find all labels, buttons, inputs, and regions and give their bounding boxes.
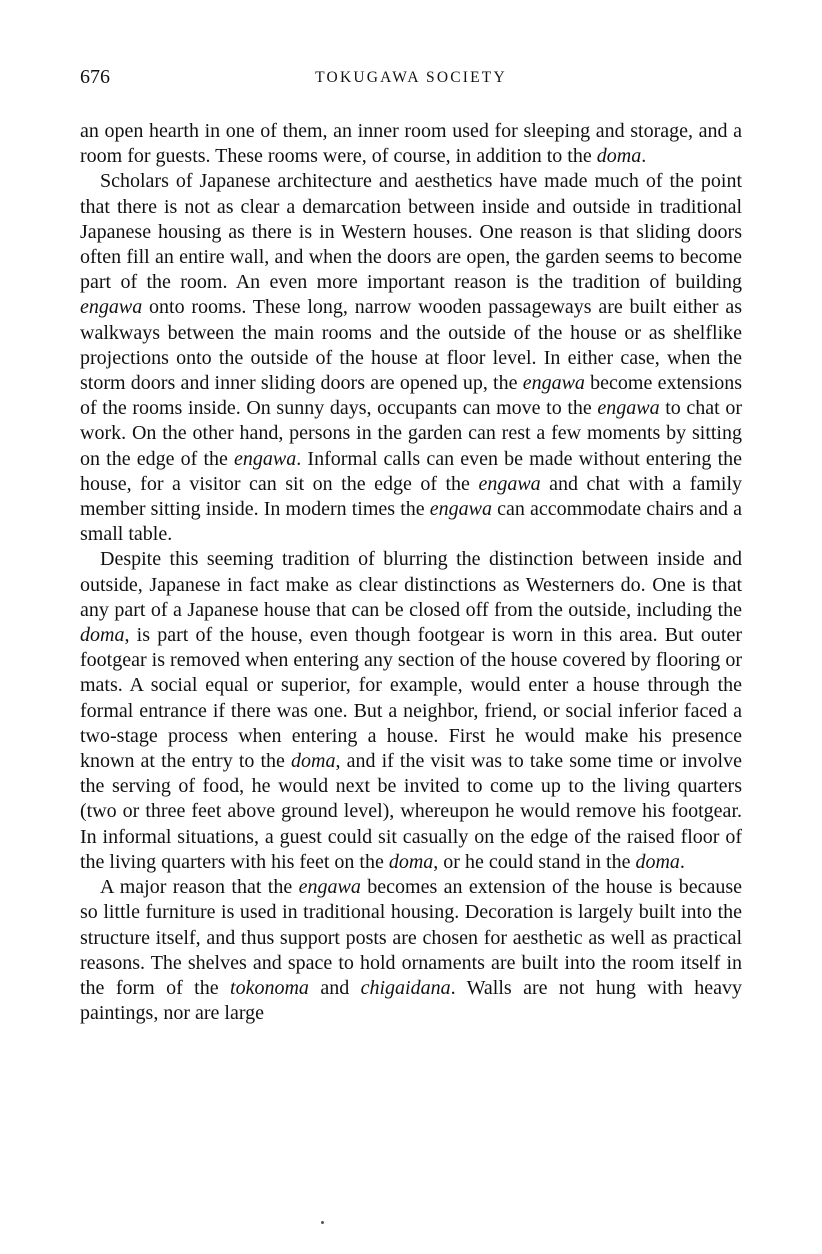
text-segment: , and if the visit was to take some time or involve the serving of food, he would next be invited to come up to the living quarters (two or three feet above ground level), whereupon he would remove his footgear. In informal situations, a guest could sit casually on the edge of the raised floor of the living quarters with his feet on the (80, 750, 742, 873)
text-segment: . (679, 850, 685, 873)
paragraph-2 (80, 169, 742, 547)
footer-dot (321, 1221, 324, 1224)
italic-term: doma (80, 624, 125, 647)
body-text (80, 119, 742, 1026)
italic-term: doma (635, 850, 680, 873)
text-segment: become extensions of the rooms inside. On sunny days, occupants can move to the (80, 372, 743, 420)
text-segment: A major reason that the (100, 876, 299, 899)
text-segment: Scholars of Japanese architecture and aesthetics have made much of the point that there is not as clear a demarcation between inside and outside in traditional Japanese housing as there is in Western houses. One reason is that sliding doors often fill an entire wall, and when the doors are open, the garden seems to become part of the room. An even more important reason is the tradition of building (80, 170, 742, 294)
text-segment: and chat with a family member sitting inside. In modern times the (80, 472, 742, 521)
running-title: TOKUGAWA SOCIETY (315, 69, 507, 86)
text-segment: onto rooms. These long, narrow wooden passageways are built either as walkways between the main rooms and the outside of the house or as shelflike projections onto the outside of the house at floor level. In either case, when the storm doors and inner sliding doors are opened up, the (80, 296, 742, 395)
running-head (80, 66, 742, 96)
italic-term: engawa (80, 296, 143, 319)
italic-term: doma (596, 145, 642, 168)
italic-term: engawa (478, 472, 541, 495)
italic-term: tokonoma (230, 976, 309, 999)
italic-term: engawa (429, 498, 492, 521)
text-segment: . (641, 145, 647, 168)
italic-term: engawa (298, 876, 361, 899)
italic-term: chigaidana (360, 976, 451, 999)
text-segment: and (308, 976, 361, 999)
paragraph-1 (80, 119, 742, 169)
text-segment: can accommodate chairs and a small table. (80, 498, 742, 546)
text-segment: . Walls are not hung with heavy paintings, nor are large (80, 976, 743, 1025)
book-page (80, 66, 742, 1026)
italic-term: engawa (522, 372, 585, 395)
italic-term: engawa (597, 397, 660, 420)
italic-term: engawa (234, 447, 297, 470)
text-segment: , or he could stand in the (433, 850, 636, 873)
paragraph-3 (80, 547, 742, 875)
page-number: 676 (80, 66, 110, 88)
text-segment: , is part of the house, even though footgear is worn in this area. But outer footgear is removed when entering any section of the house covered by flooring or mats. A social equal or superior, for example, would enter a house through the formal entrance if there was one. But a neighbor, friend, or social inferior faced a two-stage process when entering a house. First he would make his presence known at the entry to the (80, 624, 742, 773)
italic-term: doma (388, 850, 434, 873)
text-segment: . Informal calls can even be made without entering the house, for a visitor can sit on the edge of the (80, 447, 743, 495)
text-segment: to chat or work. On the other hand, persons in the garden can rest a few moments by sitting on the edge of the (80, 397, 743, 470)
italic-term: doma (291, 750, 336, 773)
text-segment: becomes an extension of the house is because so little furniture is used in traditional housing. Decoration is largely built into the structure itself, and thus support posts are chosen for aesthetic as well as practical reasons. The shelves and space to hold ornaments are built into the room itself in the form of the (80, 876, 742, 999)
text-segment: an open hearth in one of them, an inner room used for sleeping and storage, and a room for guests. These rooms were, of course, in addition to the (80, 120, 742, 168)
paragraph-4 (80, 875, 742, 1026)
text-segment: Despite this seeming tradition of blurring the distinction between inside and outside, Japanese in fact make as clear distinctions as Westerners do. One is that any part of a Japanese house that can be closed off from the outside, including the (80, 548, 742, 621)
